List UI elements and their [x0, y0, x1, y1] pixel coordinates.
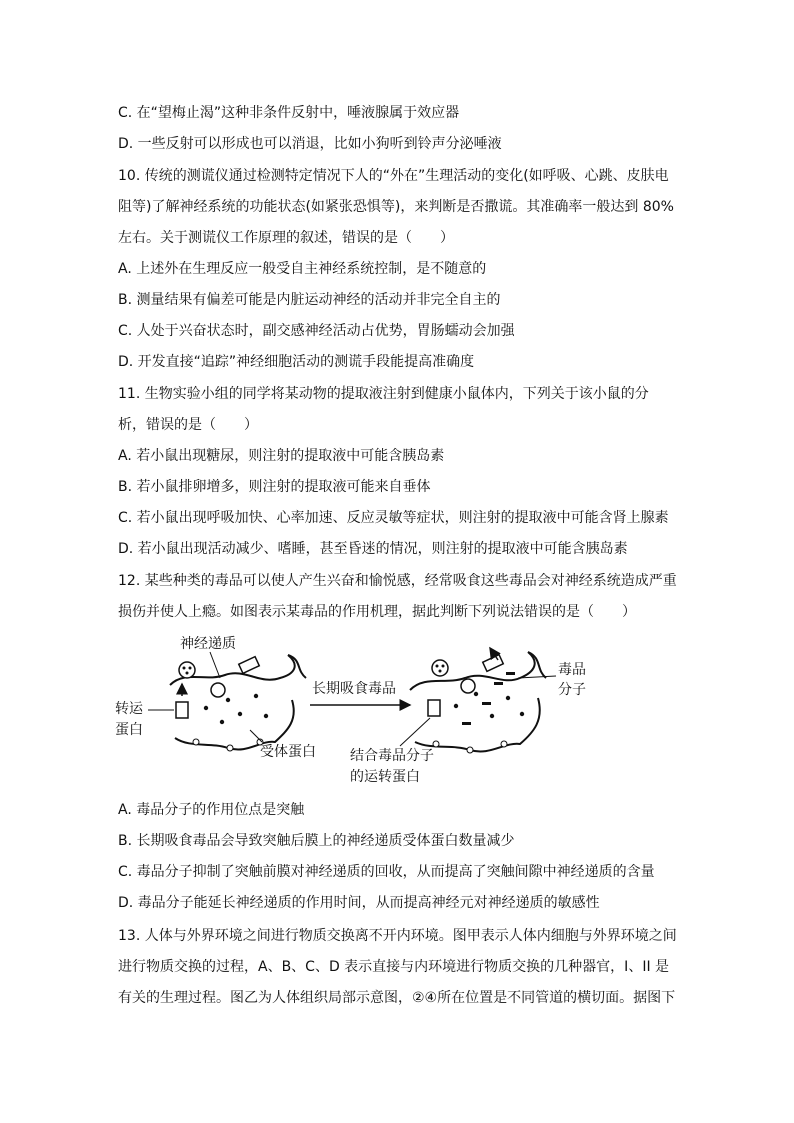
- option-a: A. 若小鼠出现糖尿，则注射的提取液中可能含胰岛素: [118, 448, 445, 464]
- label-receptor: 受体蛋白: [260, 744, 316, 760]
- option-d: D. 开发直接“追踪”神经细胞活动的测谎手段能提高准确度: [118, 354, 475, 370]
- option-c: C. 人处于兴奋状态时，副交感神经活动占优势，胃肠蠕动会加强: [118, 323, 515, 339]
- text-line: 左右。关于测谎仪工作原理的叙述，错误的是（ ）: [118, 230, 454, 246]
- text-line: 损伤并使人上瘾。如图表示某毒品的作用机理，据此判断下列说法错误的是（ ）: [118, 604, 636, 620]
- text-line: 析，错误的是（ ）: [118, 417, 258, 433]
- option-b: B. 测量结果有偏差可能是内脏运动神经的活动并非完全自主的: [118, 292, 501, 308]
- right-synapse-diagram: [410, 648, 546, 753]
- option-c: C. 若小鼠出现呼吸加快、心率加速、反应灵敏等症状，则注射的提取液中可能含肾上腺素: [118, 510, 669, 526]
- option-d: D. 若小鼠出现活动减少、嗜睡，甚至昏迷的情况，则注射的提取液中可能含胰岛素: [118, 541, 628, 557]
- question-12: 12. 某些种类的毒品可以使人产生兴奋和愉悦感，经常吸食这些毒品会对神经系统造成严重: [118, 573, 677, 589]
- option-c: C. 毒品分子抑制了突触前膜对神经递质的回收，从而提高了突触间隙中神经递质的含量: [118, 864, 655, 880]
- question-10: 10. 传统的测谎仪通过检测特定情况下人的“外在”生理活动的变化(如呼吸、心跳、皮肤电: [118, 168, 669, 184]
- vesicle: [179, 662, 195, 678]
- receptor-protein: [483, 655, 504, 672]
- label-bound-transporter: 结合毒品分子: [350, 748, 434, 764]
- text-line: 阻等)了解神经系统的功能状态(如紧张恐惧等)，来判断是否撒谎。其准确率一般达到 80%: [118, 199, 674, 215]
- label-drug-molecule: 分子: [558, 682, 586, 698]
- vesicle: [461, 679, 475, 693]
- option-a: A. 毒品分子的作用位点是突触: [118, 802, 305, 818]
- arrow-label: 长期吸食毒品: [312, 681, 396, 697]
- text-line: C. 在“望梅止渴”这种非条件反射中，唾液腺属于效应器: [118, 105, 460, 121]
- label-bound-transporter: 的运转蛋白: [350, 769, 420, 785]
- left-synapse-diagram: [170, 655, 306, 751]
- label-neurotransmitter: 神经递质: [180, 636, 236, 652]
- text-line: 进行物质交换的过程，A、B、C、D 表示直接与内环境进行物质交换的几种器官，I、II 是: [118, 959, 670, 975]
- option-b: B. 若小鼠排卵增多，则注射的提取液可能来自垂体: [118, 479, 431, 495]
- synapse-drug-figure: [110, 630, 630, 790]
- label-transporter: 转运: [115, 701, 143, 717]
- vesicle: [211, 683, 225, 697]
- label-drug-molecule: 毒品: [558, 662, 586, 678]
- option-a: A. 上述外在生理反应一般受自主神经系统控制，是不随意的: [118, 261, 487, 277]
- transporter-protein: [176, 702, 188, 718]
- receptor-protein: [239, 657, 260, 674]
- question-13: 13. 人体与外界环境之间进行物质交换离不开内环境。图甲表示人体内细胞与外界环境之间: [118, 928, 677, 944]
- vesicle: [432, 660, 448, 676]
- option-b: B. 长期吸食毒品会导致突触后膜上的神经递质受体蛋白数量减少: [118, 833, 515, 849]
- question-11: 11. 生物实验小组的同学将某动物的提取液注射到健康小鼠体内，下列关于该小鼠的分: [118, 386, 649, 402]
- option-d: D. 毒品分子能延长神经递质的作用时间，从而提高神经元对神经递质的敏感性: [118, 895, 600, 911]
- label-transporter: 蛋白: [115, 722, 143, 738]
- text-line: 有关的生理过程。图乙为人体组织局部示意图，②④所在位置是不同管道的横切面。据图下: [118, 990, 676, 1006]
- bound-transporter-protein: [428, 700, 440, 716]
- text-line: D. 一些反射可以形成也可以消退，比如小狗听到铃声分泌唾液: [118, 136, 502, 152]
